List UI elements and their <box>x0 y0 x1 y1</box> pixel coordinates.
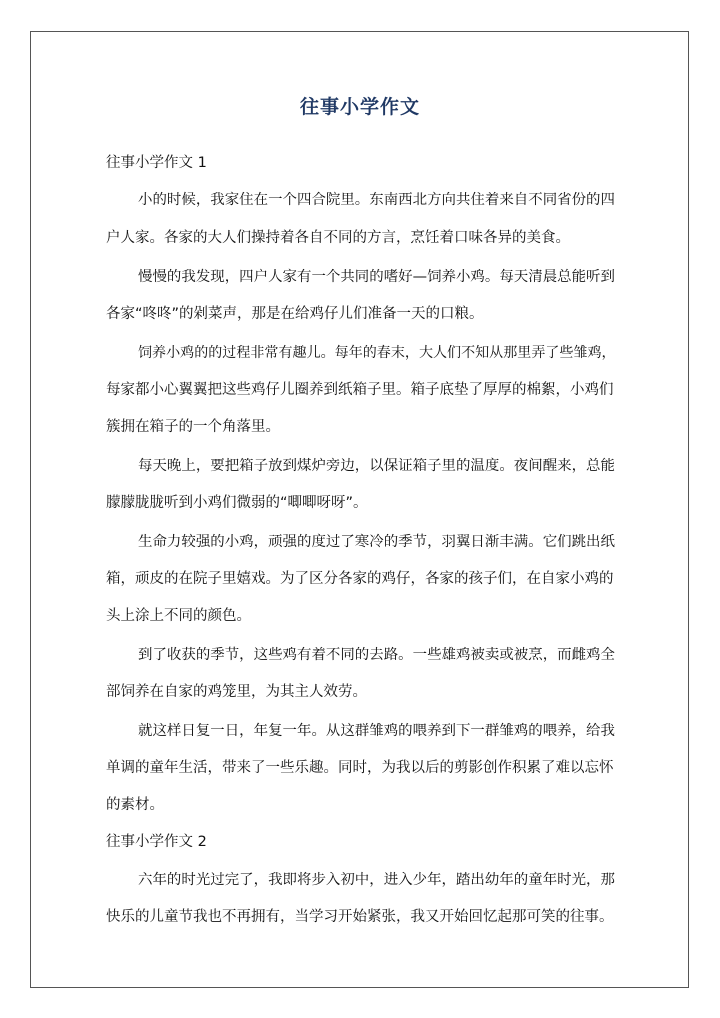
paragraph-line: 到了收获的季节，这些鸡有着不同的去路。一些雄鸡被卖或被烹，而雌鸡全 <box>138 647 615 663</box>
paragraph-line: 慢慢的我发现，四户人家有一个共同的嗜好—饲养小鸡。每天清晨总能听到 <box>138 269 615 285</box>
page-title: 往事小学作文 <box>299 96 420 118</box>
paragraph-line: 就这样日复一日，年复一年。从这群雏鸡的喂养到下一群雏鸡的喂养，给我 <box>138 723 615 739</box>
paragraph-line: 饲养小鸡的的过程非常有趣儿。每年的春末，大人们不知从那里弄了些雏鸡， <box>138 345 616 361</box>
paragraph-line: 单调的童年生活，带来了一些乐趣。同时，为我以后的剪影创作积累了难以忘怀 <box>106 760 614 776</box>
paragraph-line: 头上涂上不同的颜色。 <box>106 608 251 624</box>
paragraph-line: 箱，顽皮的在院子里嬉戏。为了区分各家的鸡仔，各家的孩子们，在自家小鸡的 <box>106 571 614 587</box>
paragraph-line: 每天晚上，要把箱子放到煤炉旁边，以保证箱子里的温度。夜间醒来，总能 <box>138 458 615 474</box>
paragraph-line: 小的时候，我家住在一个四合院里。东南西北方向共住着来自不同省份的四 <box>138 192 615 208</box>
paragraph-line: 簇拥在箱子的一个角落里。 <box>106 419 280 435</box>
paragraph-line: 的素材。 <box>106 797 164 813</box>
section-heading: 往事小学作文 1 <box>106 155 207 171</box>
paragraph-line: 部饲养在自家的鸡笼里，为其主人效劳。 <box>106 684 367 700</box>
paragraph-line: 生命力较强的小鸡，顽强的度过了寒冷的季节，羽翼日渐丰满。它们跳出纸 <box>138 534 615 550</box>
paragraph-line: 朦朦胧胧听到小鸡们微弱的“唧唧呀呀”。 <box>106 495 368 511</box>
paragraph-line: 户人家。各家的大人们操持着各自不同的方言，烹饪着口味各异的美食。 <box>106 230 570 246</box>
paragraph-line: 快乐的儿童节我也不再拥有，当学习开始紧张，我又开始回忆起那可笑的往事。 <box>106 909 614 925</box>
paragraph-line: 六年的时光过完了，我即将步入初中，进入少年，踏出幼年的童年时光，那 <box>138 872 615 888</box>
paragraph-line: 每家都小心翼翼把这些鸡仔儿圈养到纸箱子里。箱子底垫了厚厚的棉絮，小鸡们 <box>106 382 614 398</box>
paragraph-line: 各家“咚咚”的剁菜声，那是在给鸡仔儿们准备一天的口粮。 <box>106 306 484 322</box>
section-heading: 往事小学作文 2 <box>106 834 207 850</box>
